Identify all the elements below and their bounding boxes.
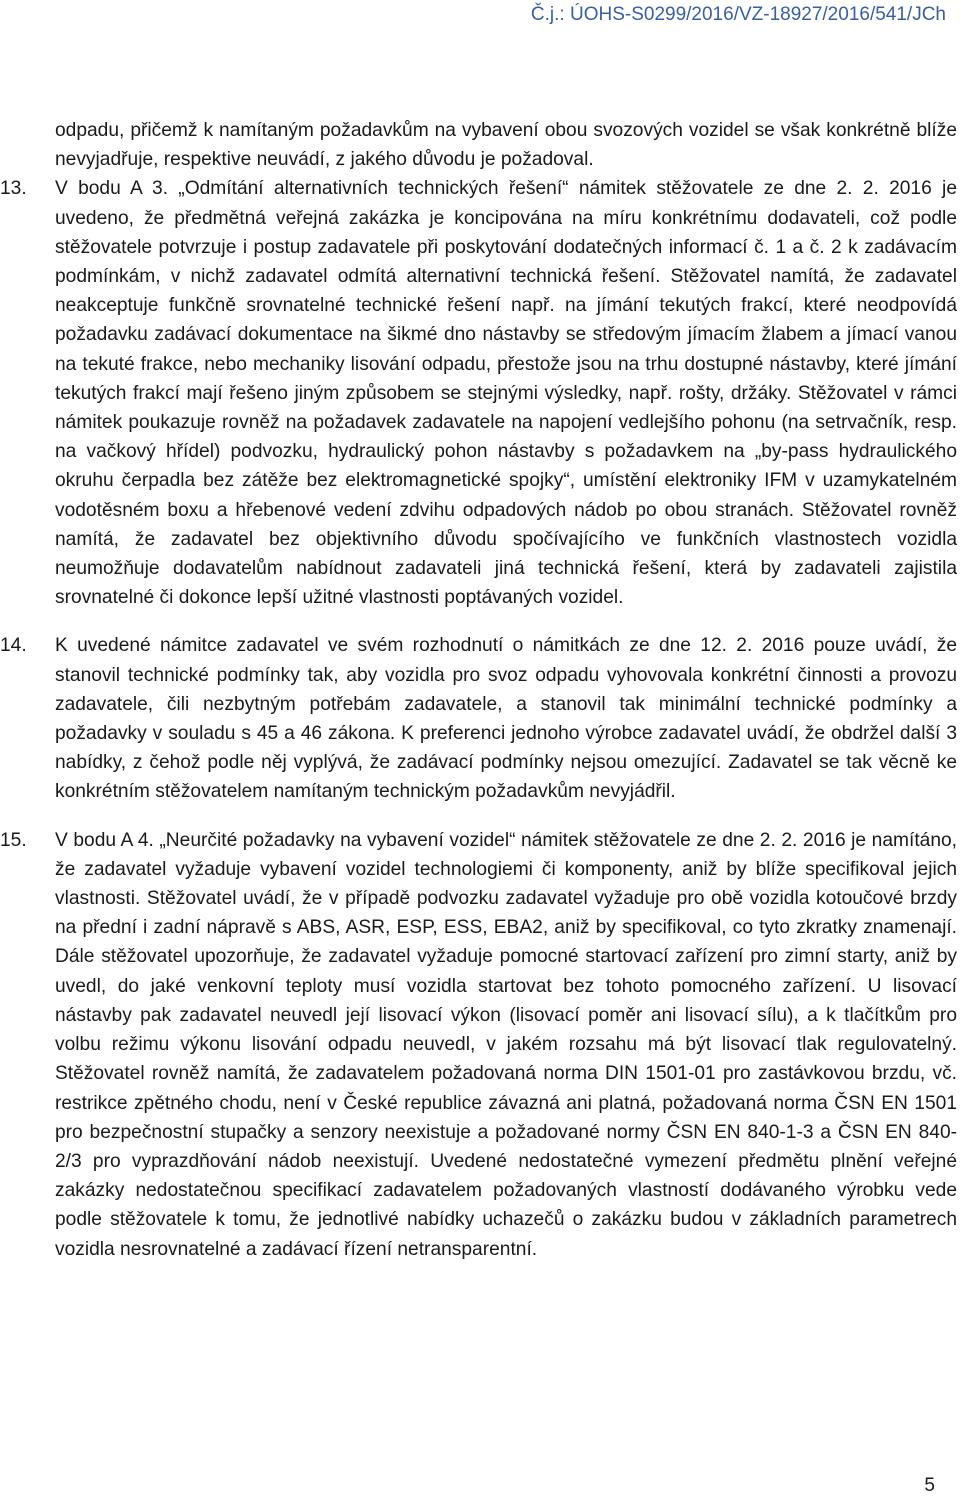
- numbered-paragraph-13: [0, 174, 957, 612]
- paragraph-number: 13.: [0, 178, 27, 200]
- paragraph-number: 15.: [0, 829, 27, 851]
- document-reference-header: Č.j.: ÚOHS-S0299/2016/VZ-18927/2016/541/JCh: [530, 4, 946, 25]
- continuation-paragraph: odpadu, přičemž k namítaným požadavkům na vybavení obou svozových vozidel se však konkrétně blíže nevyjadřuje, respektive neuvádí, z jakého důvodu je požadoval.: [55, 120, 957, 171]
- document-body: [0, 116, 957, 1264]
- numbered-paragraph-15: [0, 826, 957, 1264]
- page-number: 5: [924, 1475, 935, 1496]
- numbered-paragraph-14: [0, 631, 957, 806]
- paragraph-text: V bodu A 4. „Neurčité požadavky na vybavení vozidel“ námitek stěžovatele ze dne 2. 2. 2016 je namítáno, že zadavatel vyžaduje vybavení vozidel technologiemi či komponenty, aniž by blíže specifikoval jejich vlastnosti. Stěžovatel uvádí, že v případě podvozku zadavatel vyžaduje pro obě vozidla kotoučové brzdy na přední i zadní nápravě s ABS, ASR, ESP, ESS, EBA2, aniž by specifikoval, co tyto zkratky znamenají. Dále stěžovatel upozorňuje, že zadavatel vyžaduje pomocné startovací zařízení pro zimní starty, aniž by uvedl, do jaké venkovní teploty musí vozidla startovat bez tohoto pomocného zařízení. U lisovací nástavby pak zadavatel neuvedl její lisovací výkon (lisovací poměr ani lisovací sílu), a k tlačítkům pro volbu režimu výkonu lisování odpadu neuvedl, v jakém rozsahu má být lisovací tlak regulovatelný. Stěžovatel rovněž namítá, že zadavatelem požadovaná norma DIN 1501-01 pro zastávkovou brzdu, vč. restrikce zpětného chodu, není v České republice závazná ani platná, požadovaná norma ČSN EN 1501 pro bezpečnostní stupačky a senzory neexistuje a požadované normy ČSN EN 840-1-3 a ČSN EN 840-2/3 pro vyprazdňování nádob neexistují. Uvedené nedostatečné vymezení předmětu plnění veřejné zakázky nedostatečnou specifikací zadavatelem požadovaných vlastností dodávaného výrobku vede podle stěžovatele k tomu, že jednotlivé nabídky uchazečů o zakázku budou v základních parametrech vozidla nesrovnatelné a zadávací řízení netransparentní.: [55, 829, 957, 1260]
- paragraph-text: K uvedené námitce zadavatel ve svém rozhodnutí o námitkách ze dne 12. 2. 2016 pouze uvádí, že stanovil technické podmínky tak, aby vozidla pro svoz odpadu vyhovovala konkrétní činnosti a provozu zadavatele, čili nezbytným potřebám zadavatele, a stanovil tak minimální technické podmínky a požadavky v souladu s 45 a 46 zákona. K preferenci jednoho výrobce zadavatel uvádí, že obdržel další 3 nabídky, z čehož podle něj vyplývá, že zadávací podmínky nejsou omezující. Zadavatel se tak věcně ke konkrétním stěžovatelem namítaným technickým požadavkům nevyjádřil.: [55, 635, 957, 803]
- paragraph-number: 14.: [0, 635, 27, 657]
- paragraph-text: V bodu A 3. „Odmítání alternativních technických řešení“ námitek stěžovatele ze dne 2. 2. 2016 je uvedeno, že předmětná veřejná zakázka je koncipována na míru konkrétnímu dodavateli, což podle stěžovatele potvrzuje i postup zadavatele při poskytování dodatečných informací č. 1 a č. 2 k zadávacím podmínkám, v nichž zadavatel odmítá alternativní technická řešení. Stěžovatel namítá, že zadavatel neakceptuje funkčně srovnatelné technické řešení např. na jímání tekutých frakcí, které neodpovídá požadavku zadávací dokumentace na šikmé dno nástavby se středovým jímacím žlabem a jímací vanou na tekuté frakce, nebo mechaniky lisování odpadu, přestože jsou na trhu dostupné nástavby, které jímání tekutých frakcí mají řešeno jiným způsobem se stejnými výsledky, např. rošty, držáky. Stěžovatel v rámci námitek poukazuje rovněž na požadavek zadavatele na napojení vedlejšího pohonu (na setrvačník, resp. na vačkový hřídel) podvozku, hydraulický pohon nástavby s požadavkem na „by-pass hydraulického okruhu čerpadla bez zátěže bez elektromagnetické spojky“, umístění elektroniky IFM v uzamykatelném vodotěsném boxu a hřebenové vedení zdvihu odpadových nádob po obou stranách. Stěžovatel rovněž namítá, že zadavatel bez objektivního důvodu spočívajícího ve funkčních vlastnostech vozidla neumožňuje dodavatelům nabídnout zadavateli jiná technická řešení, která by zadavateli zajistila srovnatelné či dokonce lepší užitné vlastnosti poptávaných vozidel.: [55, 178, 957, 609]
